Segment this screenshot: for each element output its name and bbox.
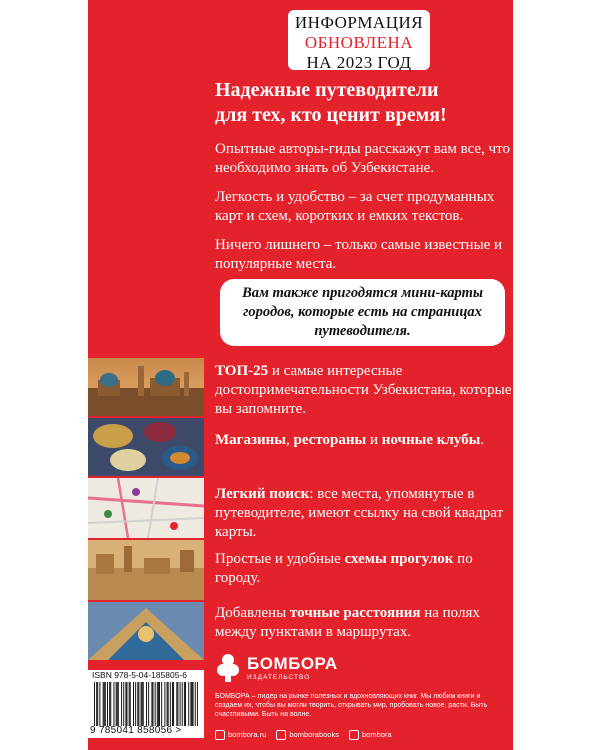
barcode-bar (182, 682, 183, 726)
social-website-label: bombora.ru (228, 730, 267, 739)
social-books-label: bomborabooks (289, 730, 339, 739)
barcode-bar (173, 682, 174, 726)
barcode-bar (99, 682, 100, 726)
barcode-bar (135, 682, 136, 726)
barcode-bar (146, 682, 147, 726)
bombora-logo-icon (215, 652, 241, 682)
updated-badge (288, 10, 430, 70)
headline-line-1: Надежные путеводители (215, 79, 439, 101)
barcode-bar (184, 682, 185, 726)
headline (215, 78, 515, 128)
feature-shops (215, 431, 513, 450)
social-links (215, 730, 392, 740)
barcode-bar (116, 682, 117, 726)
barcode-digits: 9 785041 858056 > (90, 725, 182, 736)
feature-shops-end: . (480, 432, 485, 448)
social-website[interactable] (215, 730, 266, 740)
barcode-bar (155, 682, 156, 726)
isbn-text: ISBN 978-5-04-185805-6 (92, 670, 187, 680)
mini-maps-callout (220, 279, 505, 346)
barcode-bar (188, 682, 189, 726)
social-books[interactable] (276, 730, 339, 740)
barcode-bar (180, 682, 181, 726)
badge-line-3: НА 2023 ГОД (306, 53, 412, 72)
feature-easy-search-bold: Легкий поиск (215, 486, 310, 502)
barcode-bar (105, 682, 106, 726)
feature-top-25-text: и самые интересные достопримечательности Узбекистана, которые вы запомните. (215, 363, 512, 417)
barcode-bar (167, 682, 168, 726)
barcode-bar (137, 682, 138, 726)
barcode-bar (193, 682, 194, 726)
barcode-bar (107, 682, 108, 726)
paragraph-convenience: Легкость и удобство – за счет продуманных карт и схем, коротких и емких текстов. (215, 189, 495, 224)
barcode-bar (190, 682, 191, 726)
paragraph-authors: Опытные авторы-гиды расскажут вам все, что необходимо знать об Узбекистане. (215, 141, 510, 176)
publisher-description: БОМБОРА – лидер на рынке полезных и вдохновляющих книг. Мы любим книги и создаем их, чтобы вы могли творить, открывать мир, пробовать новое, расти. Быть счастливыми. Быть на волне. (215, 693, 488, 718)
barcode-bar (153, 682, 154, 726)
barcode-bar (197, 682, 198, 726)
barcode-bar (164, 682, 165, 726)
barcode-bar (121, 682, 122, 726)
barcode-bar (143, 682, 144, 726)
feature-restaurants-bold: рестораны (293, 432, 367, 448)
feature-walks (215, 550, 513, 588)
photo-food (88, 418, 204, 476)
barcode-bar (168, 682, 169, 726)
publisher-name: БОМБОРА (247, 654, 338, 673)
barcode-bar (127, 682, 128, 726)
badge-line-1: ИНФОРМАЦИЯ (294, 13, 424, 32)
barcode-bar (157, 682, 158, 726)
barcode-bar (97, 682, 98, 726)
feature-top-25 (215, 362, 513, 419)
feature-clubs-bold: ночные клубы (381, 432, 481, 448)
barcode-bar (142, 682, 143, 726)
barcode-bar (114, 682, 115, 726)
photo-old-town (88, 540, 204, 600)
publisher-subtitle: ИЗДАТЕЛЬСТВО (247, 674, 311, 681)
barcode-bar (185, 682, 186, 726)
feature-walks-text: по городу. (215, 551, 473, 586)
barcode-bar (123, 682, 124, 726)
barcode-bar (159, 682, 160, 726)
barcode-bar (148, 682, 149, 726)
vk-icon (276, 730, 286, 740)
barcode-bar (130, 682, 131, 726)
feature-top-25-bold: ТОП-25 (215, 363, 269, 379)
instagram-icon (215, 730, 225, 740)
barcode-bars (94, 682, 198, 726)
barcode-bar (151, 682, 152, 726)
barcode-bar (158, 682, 159, 726)
feature-easy-search-text: : все места, упомянутые в путеводителе, имеют ссылку на свой квадрат карты. (215, 486, 504, 540)
barcode-bar (96, 682, 97, 726)
telegram-icon (349, 730, 359, 740)
barcode-bar (109, 682, 110, 726)
barcode-bar (192, 682, 193, 726)
barcode-bar (110, 682, 111, 726)
feature-walks-pre: Простые и удобные (215, 551, 345, 567)
barcode-bar (94, 682, 95, 726)
photo-architecture (88, 358, 204, 416)
feature-shops-bold: Магазины (215, 432, 286, 448)
headline-line-2: для тех, кто ценит время! (215, 104, 447, 126)
social-telegram[interactable] (349, 730, 392, 740)
barcode-bar (104, 682, 105, 726)
barcode-bar (138, 682, 139, 726)
barcode-bar (177, 682, 178, 726)
barcode-bar (170, 682, 171, 726)
barcode-bar (161, 682, 162, 726)
photo-map (88, 478, 204, 538)
barcode-bar (125, 682, 126, 726)
feature-distances-bold: точные расстояния (289, 605, 421, 621)
badge-line-2: ОБНОВЛЕНА (304, 33, 414, 52)
barcode-bar (172, 682, 173, 726)
barcode-bar (103, 682, 104, 726)
barcode-bar (141, 682, 142, 726)
feature-distances-pre: Добавлены (215, 605, 290, 621)
barcode (88, 670, 204, 738)
barcode-bar (195, 682, 196, 726)
barcode-bar (176, 682, 177, 726)
feature-easy-search (215, 485, 513, 542)
feature-distances-text: на полях между пунктами в маршрутах. (215, 605, 480, 640)
barcode-bar (133, 682, 134, 726)
photo-mosque-ceiling (88, 602, 204, 660)
barcode-bar (129, 682, 130, 726)
barcode-bar (117, 682, 118, 726)
feature-shops-sep1: , (286, 432, 294, 448)
social-telegram-label: bombora (361, 730, 392, 739)
callout-text: Вам также пригодятся мини-карты городов, которые есть на страницах путеводителя. (242, 285, 483, 339)
paragraph-essentials: Ничего лишнего – только самые известные и популярные места. (215, 237, 503, 272)
barcode-bar (118, 682, 119, 726)
feature-shops-sep2: и (366, 432, 382, 448)
feature-distances (215, 604, 513, 642)
feature-walks-bold: схемы прогулок (344, 551, 454, 567)
